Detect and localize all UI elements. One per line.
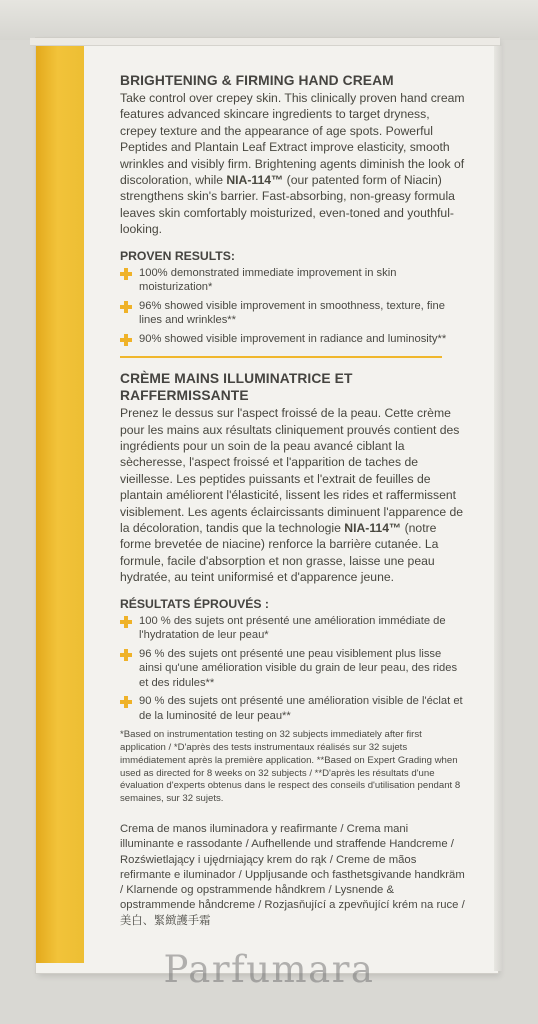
result-text: 100% demonstrated immediate improvement in skin moisturization* — [139, 266, 397, 294]
english-description — [120, 90, 465, 238]
french-description — [120, 405, 465, 585]
multilanguage-names: Crema de manos iluminadora y reafirmante / Crema mani illuminante e rassodante / Aufhellende und straffende Handcreme / Rozświetlający i ujędrniający krem do rąk / Creme de mãos refirmante e iluminador / Uppljusande och fasthetsgivande handkräm / Klarnende og opstrammende håndkrem / Lysnende & opstrammende håndcreme / Rozjasňující a zpevňující krém na ruce / 美白、緊緻護手霜 — [120, 822, 465, 927]
english-description-part1: Take control over crepey skin. This clinically proven hand cream features advanced skincare ingredients to target dryness, crepey texture and the appearance of age spots. Powerful Peptides and Plantain Leaf Extract improve elasticity, smooth wrinkles and visibly firm. Brightening agents diminish the look of discoloration, while — [120, 91, 465, 188]
watermark: Parfumara — [163, 948, 375, 991]
footnote: *Based on instrumentation testing on 32 subjects immediately after first application / *D'après des tests instrumentaux réalisés sur 32 sujets immédiatement après la première application. **Based on Expert Grading when used as directed for 8 weeks on 32 subjects / **D'après les résultats d'une évaluation d'experts obtenus dans le respect des conseils d'utilisation pendant 8 semaines, sur 32 sujets. — [120, 729, 461, 805]
french-description-part1: Prenez le dessus sur l'aspect froissé de la peau. Cette crème pour les mains aux résultats cliniquement prouvés contient des ingrédients pour un soin de la peau avancé ciblant la sècheresse, l'aspect froissé et l'apparition de taches de vieillesse. Les peptides puissants et l'extrait de feuilles de plantain améliorent l'élasticité, lissent les rides et raffermissent visiblement. Les agents éclaircissants diminuent l'apparence de la décoloration, tandis que la technologie — [120, 406, 464, 535]
list-item — [120, 266, 465, 295]
french-results-heading: RÉSULTATS ÉPROUVÉS : — [120, 596, 269, 611]
list-item — [120, 299, 465, 328]
result-text: 96 % des sujets ont présenté une peau visiblement plus lisse ainsi qu'une amélioration visible du grain de leur peau, des rides et des ridules** — [139, 647, 458, 689]
english-description-part2: (our patented form of Niacin) strengthens skin's barrier. Fast-absorbing, non-greasy formula leaves skin comfortably moisturized, even-toned and youthful-looking. — [120, 173, 455, 237]
plus-icon — [120, 301, 132, 313]
result-text: 90 % des sujets ont présenté une amélioration visible de l'éclat et de la luminosité de leur peau** — [139, 695, 463, 722]
list-item — [120, 614, 465, 643]
list-item — [120, 332, 465, 347]
english-results-list — [120, 266, 465, 347]
french-description-part2: (notre forme brevetée de niacine) renforce la barrière cutanée. La formule, facile d'absorption et non grasse, laisse une peau hydratée, au teint uniformisé et d'apparence jeune. — [120, 521, 439, 585]
result-text: 96% showed visible improvement in smoothness, texture, fine lines and wrinkles** — [139, 299, 445, 327]
box-right-edge — [494, 46, 502, 971]
list-item — [120, 647, 465, 691]
english-title: BRIGHTENING & FIRMING HAND CREAM — [120, 73, 394, 88]
result-text: 90% showed visible improvement in radiance and luminosity** — [139, 332, 447, 345]
english-results-heading: PROVEN RESULTS: — [120, 248, 235, 263]
nia-114-bold: NIA-114™ — [226, 173, 284, 188]
plus-icon — [120, 649, 132, 661]
plus-icon — [120, 696, 132, 708]
background — [0, 0, 538, 40]
nia-114-bold: NIA-114™ — [344, 521, 402, 535]
yellow-side-stripe — [36, 46, 84, 963]
plus-icon — [120, 268, 132, 280]
plus-icon — [120, 334, 132, 346]
result-text: 100 % des sujets ont présenté une amélioration immédiate de l'hydratation de leur peau* — [139, 614, 446, 642]
box-text-panel — [120, 72, 465, 929]
french-results-list — [120, 614, 465, 724]
plus-icon — [120, 616, 132, 628]
french-title: CRÈME MAINS ILLUMINATRICE ET RAFFERMISSANTE — [120, 371, 353, 404]
box-top-edge — [30, 38, 500, 46]
list-item — [120, 694, 465, 723]
yellow-divider — [120, 356, 442, 358]
